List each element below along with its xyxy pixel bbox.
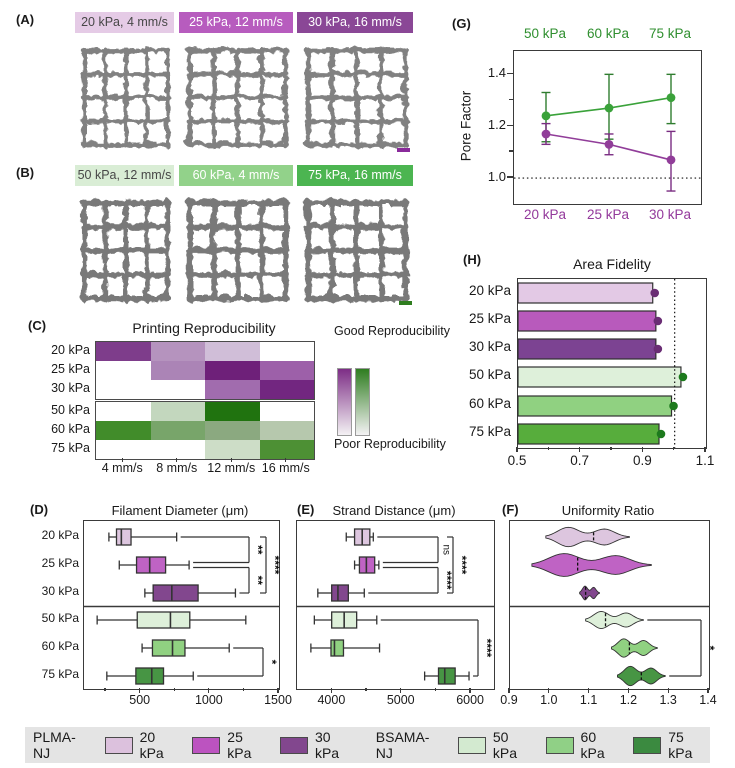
significance-label: ** (250, 575, 265, 585)
significance-bracket (647, 620, 716, 676)
axis-tick-label: 1.1 (579, 693, 598, 707)
top-axis-label: 75 kPa (648, 26, 692, 41)
bottom-axis-label: 20 kPa (523, 207, 567, 222)
legend-group-name: PLMA-NJ (32, 729, 76, 761)
axis-tick-label: 1.4 (699, 693, 717, 707)
condition-header: 25 kPa, 12 mm/s (179, 12, 293, 33)
legend-item (546, 729, 623, 761)
heatmap-row-label: 60 kPa (51, 421, 90, 436)
axis-tick-label: 8 mm/s (156, 461, 198, 475)
heatmap-row-label: 30 kPa (51, 380, 90, 395)
violin-plot-title: Uniformity Ratio (561, 503, 655, 518)
category-label: 75 kPa (41, 667, 79, 681)
panel-h-label: (H) (463, 252, 482, 267)
significance-label: * (702, 645, 717, 651)
bottom-axis-label: 25 kPa (586, 207, 630, 222)
legend-item (458, 729, 535, 761)
axis-tick-label: 1.3 (659, 693, 677, 707)
legend-swatch (280, 737, 308, 754)
heatmap-row-label: 75 kPa (51, 440, 90, 455)
condition-header: 50 kPa, 12 mm/s (75, 165, 174, 186)
heatmap-row-label: 25 kPa (51, 361, 90, 376)
category-label: 60 kPa (468, 396, 511, 411)
axis-tick-label: 1.4 (487, 65, 506, 81)
legend-item-label: 50 kPa (492, 729, 517, 761)
significance-label: **** (439, 570, 454, 590)
significance-label: **** (479, 638, 494, 658)
legend-swatch (546, 737, 574, 754)
category-label: 75 kPa (468, 424, 511, 439)
axis-tick-label: 4000 (317, 693, 346, 707)
legend-swatch (105, 737, 133, 754)
legend-group-name: BSAMA-NJ (375, 729, 430, 761)
axis-tick-label: 6000 (456, 693, 484, 707)
panel-f-label: (F) (502, 502, 519, 517)
heatmap-title: Printing Reproducibility (132, 320, 276, 336)
axis-tick-label: 0.9 (632, 453, 652, 468)
legend-item-label: 25 kPa (227, 729, 252, 761)
legend-item (105, 729, 182, 761)
heatmap-legend-good-label: Good Reproducibility (334, 324, 451, 338)
axis-tick-label: 0.7 (570, 453, 590, 468)
category-label: 60 kPa (41, 639, 79, 653)
axis-tick-label: 4 mm/s (101, 461, 143, 475)
panel-d-label: (D) (30, 502, 49, 517)
heatmap-legend-poor-label: Poor Reproducibility (334, 437, 446, 451)
box-plot-title: Strand Distance (μm) (332, 503, 456, 518)
significance-label: **** (267, 555, 282, 575)
condition-header: 75 kPa, 16 mm/s (297, 165, 413, 186)
violin (586, 611, 644, 628)
axis-tick-label: 1.1 (695, 453, 715, 468)
category-label: 30 kPa (41, 584, 79, 598)
category-label: 30 kPa (468, 339, 511, 354)
legend-swatch (633, 737, 661, 754)
legend-item-label: 75 kPa (668, 729, 693, 761)
violin (580, 586, 600, 600)
legend-item-label: 30 kPa (314, 729, 340, 761)
box-plot-title: Filament Diameter (μm) (111, 503, 249, 518)
panel-a-label: (A) (16, 12, 35, 27)
violin (532, 554, 651, 577)
condition-header: 30 kPa, 16 mm/s (297, 12, 413, 33)
legend-swatch (458, 737, 486, 754)
violin (546, 527, 630, 546)
significance-label: ns (440, 544, 452, 556)
significance-label: ** (250, 545, 265, 555)
axis-tick-label: 1.0 (540, 693, 558, 707)
axis-tick-label: 16 mm/s (261, 461, 310, 475)
panel-c-label: (C) (28, 318, 47, 333)
panel-e-label: (E) (297, 502, 315, 517)
legend-item (192, 729, 269, 761)
heatmap-row-label: 20 kPa (51, 342, 90, 357)
axis-tick-label: 1000 (194, 693, 223, 707)
significance-label: * (264, 659, 279, 665)
bottom-axis-label: 30 kPa (648, 207, 692, 222)
axis-tick-label: 0.5 (507, 453, 527, 468)
category-label: 20 kPa (41, 528, 79, 542)
legend-item (633, 729, 710, 761)
axis-tick-label: 1.2 (487, 117, 506, 133)
top-axis-label: 50 kPa (523, 26, 567, 41)
panel-g-label: (G) (452, 16, 471, 31)
panel-b-label: (B) (16, 165, 35, 180)
top-axis-label: 60 kPa (586, 26, 630, 41)
axis-tick-label: 0.9 (500, 693, 518, 707)
condition-header: 20 kPa, 4 mm/s (75, 12, 174, 33)
legend-swatch (192, 737, 220, 754)
violin (617, 666, 665, 685)
axis-tick-label: 5000 (386, 693, 415, 707)
condition-header: 60 kPa, 4 mm/s (179, 165, 293, 186)
legend-item (280, 729, 357, 761)
legend-item-label: 20 kPa (139, 729, 164, 761)
axis-tick-label: 12 mm/s (207, 461, 256, 475)
axis-tick-label: 500 (129, 693, 151, 707)
legend-item-label: 60 kPa (580, 729, 605, 761)
axis-tick-label: 1500 (264, 693, 292, 707)
bar-chart-title: Area Fidelity (573, 256, 651, 272)
axis-tick-label: 1.2 (619, 693, 638, 707)
plot-canvas (510, 521, 717, 689)
y-axis-title: Pore Factor (458, 90, 474, 162)
heatmap-row-label: 50 kPa (51, 402, 90, 417)
category-label: 25 kPa (41, 556, 79, 570)
category-label: 25 kPa (468, 311, 511, 326)
color-legend (25, 727, 710, 763)
uniformity-ratio-plot (509, 520, 717, 690)
violin (611, 639, 657, 657)
category-label: 50 kPa (41, 611, 79, 625)
axis-tick-label: 1.0 (487, 169, 506, 185)
significance-label: **** (454, 555, 469, 575)
category-label: 20 kPa (468, 283, 511, 298)
category-label: 50 kPa (468, 367, 511, 382)
